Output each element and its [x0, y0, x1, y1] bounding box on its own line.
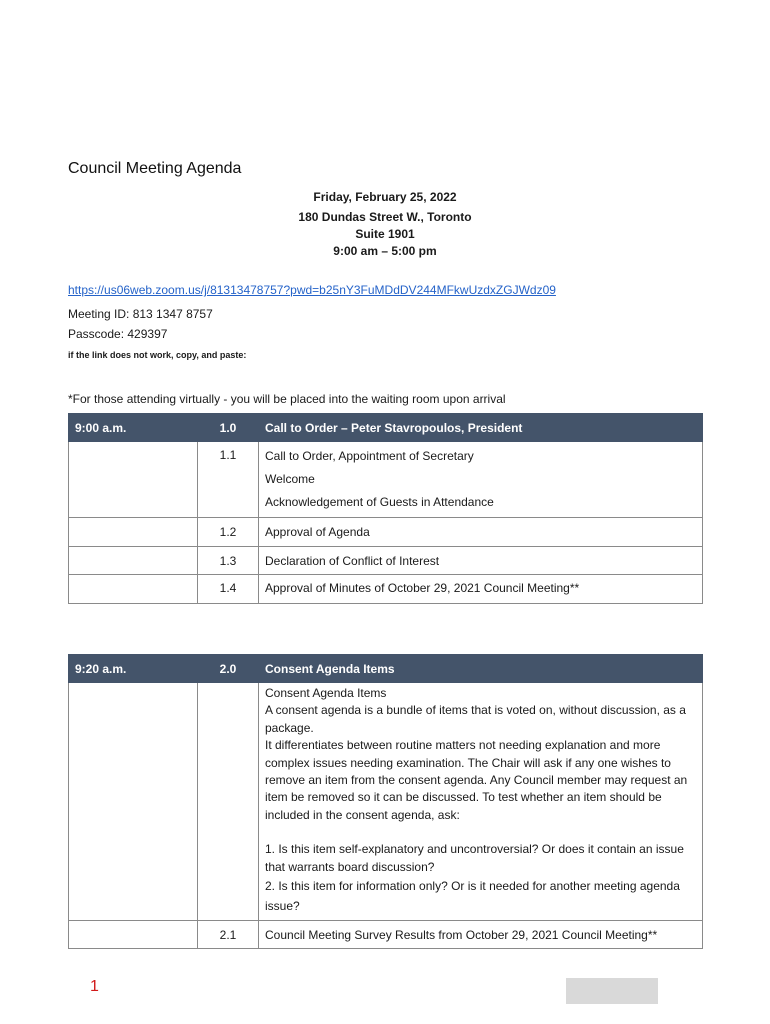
- passcode: Passcode: 429397: [68, 327, 168, 341]
- meeting-id: Meeting ID: 813 1347 8757: [68, 307, 213, 321]
- section-header-row: [69, 414, 703, 442]
- page-title: Council Meeting Agenda: [68, 160, 242, 177]
- consent-title: Consent Agenda Items: [265, 686, 387, 700]
- meeting-date: Friday, February 25, 2022: [313, 190, 457, 204]
- consent-question-2: 2. Is this item for information only? Or is it needed for another meeting agenda issue?: [265, 879, 680, 914]
- item-line: Acknowledgement of Guests in Attendance: [265, 495, 494, 509]
- item-number: 1.3: [198, 547, 259, 575]
- agenda-table-section-1: [68, 413, 703, 604]
- section-time: 9:00 a.m.: [69, 414, 198, 442]
- consent-description: [259, 683, 703, 921]
- time-cell: [69, 442, 198, 518]
- virtual-note: *For those attending virtually - you will be placed into the waiting room upon arrival: [68, 392, 506, 406]
- consent-para-2: It differentiates between routine matters not needing explanation and more complex issues needing examination. The Chair will ask if any one wishes to remove an item from the consent agenda. Any Council member may request an item be removed so it can be discussed. To test whether an item should be included in the consent agenda, ask:: [265, 738, 688, 822]
- item-number: 2.1: [198, 921, 259, 949]
- link-note: if the link does not work, copy, and paste:: [68, 350, 247, 360]
- time-cell: [69, 547, 198, 575]
- item-number: 1.4: [198, 575, 259, 604]
- section-number: 2.0: [198, 655, 259, 683]
- table-row: [69, 921, 703, 949]
- agenda-table-section-2: [68, 654, 703, 949]
- time-cell: [69, 575, 198, 604]
- consent-question-1: 1. Is this item self-explanatory and uncontroversial? Or does it contain an issue that warrants board discussion?: [265, 842, 684, 874]
- consent-para-1: A consent agenda is a bundle of items that is voted on, without discussion, as a package.: [265, 703, 686, 735]
- item-number: 1.2: [198, 518, 259, 547]
- item-line: Welcome: [265, 472, 315, 486]
- section-number: 1.0: [198, 414, 259, 442]
- item-number: 1.1: [198, 442, 259, 518]
- item-description: [259, 442, 703, 518]
- table-row: [69, 547, 703, 575]
- section-heading: Consent Agenda Items: [259, 655, 703, 683]
- item-line: Approval of Agenda: [259, 518, 703, 547]
- meeting-suite: Suite 1901: [355, 227, 415, 241]
- meeting-time: 9:00 am – 5:00 pm: [333, 244, 437, 258]
- table-row: [69, 683, 703, 921]
- table-row: [69, 518, 703, 547]
- time-cell: [69, 683, 198, 921]
- section-time: 9:20 a.m.: [69, 655, 198, 683]
- table-row: [69, 442, 703, 518]
- page-number: 1: [90, 978, 99, 995]
- time-cell: [69, 518, 198, 547]
- meeting-address: 180 Dundas Street W., Toronto: [298, 210, 472, 224]
- item-line: Approval of Minutes of October 29, 2021 Council Meeting**: [259, 575, 703, 604]
- meeting-details: [68, 189, 702, 260]
- zoom-link[interactable]: https://us06web.zoom.us/j/81313478757?pwd=b25nY3FuMDdDV244MFkwUzdxZGJWdz09: [68, 283, 556, 297]
- section-header-row: [69, 655, 703, 683]
- item-line: Call to Order, Appointment of Secretary: [265, 449, 474, 463]
- section-heading: Call to Order – Peter Stavropoulos, President: [259, 414, 703, 442]
- item-line: Council Meeting Survey Results from October 29, 2021 Council Meeting**: [259, 921, 703, 949]
- footer-placeholder: [566, 978, 658, 1004]
- number-cell: [198, 683, 259, 921]
- table-row: [69, 575, 703, 604]
- time-cell: [69, 921, 198, 949]
- item-line: Declaration of Conflict of Interest: [259, 547, 703, 575]
